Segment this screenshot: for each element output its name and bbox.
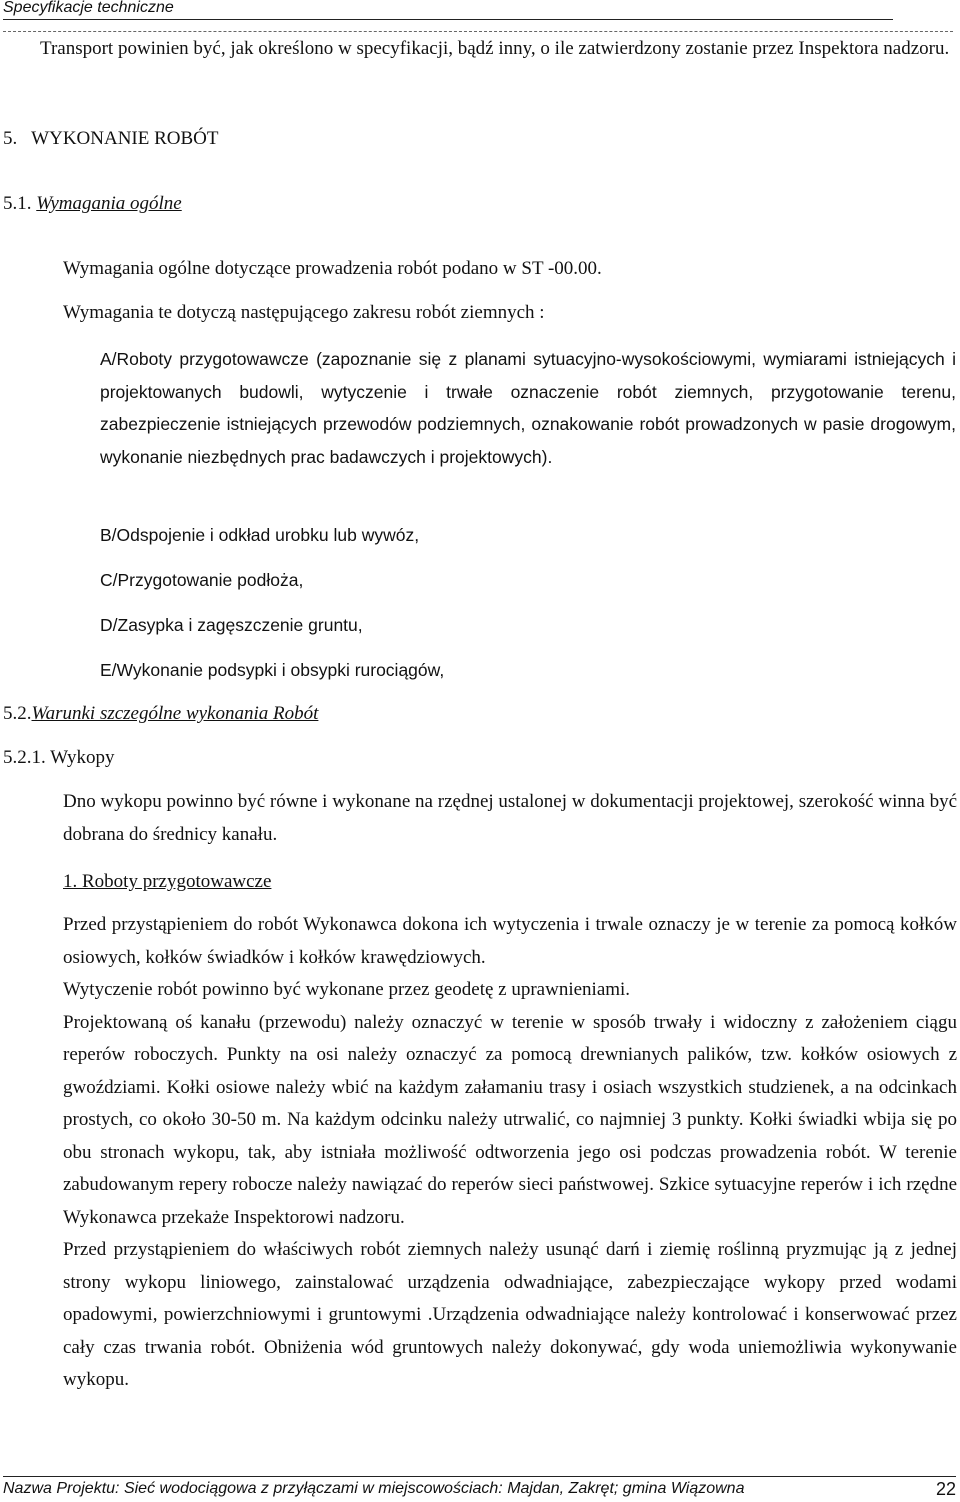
scope-item-c: C/Przygotowanie podłoża, bbox=[100, 570, 304, 590]
scope-item-d: D/Zasypka i zagęszczenie gruntu, bbox=[100, 615, 363, 635]
subsection-heading-wykopy: 5.2.1. Wykopy bbox=[3, 747, 115, 768]
wykopy-paragraph: Dno wykopu powinno być równe i wykonane na rzędnej ustalonej w dokumentacji projektowej, szerokość winna być dobrana do średnicy kanału. bbox=[63, 791, 957, 845]
section-heading-5-1 bbox=[3, 188, 182, 221]
section-number: 5.1. bbox=[3, 193, 32, 214]
section-title: Warunki szczególne wykonania Robót bbox=[31, 703, 319, 724]
footer-project-name: Nazwa Projektu: Sieć wodociągowa z przyłączami w miejscowościach: Majdan, Zakręt; gmina Wiązowna bbox=[3, 1480, 745, 1497]
paragraph-axis-marking: Projektowaną oś kanału (przewodu) należy oznaczyć w terenie w sposób trwały i widoczny z założeniem ciągu reperów roboczych. Punkty na osi należy oznaczyć za pomocą drewnianych palików, tzw. kołków osiowych z gwoździami. Kołki osiowe należy wbić na każdym załamaniu trasy i osiach wszystkich studzienek, a na odcinkach prostych, co około 30-50 m. Na każdym odcinku należy utrwalić, co najmniej 3 punkty. Kołki świadki wbija się po obu stronach wykopu, tak, aby istniała możliwość odtworzenia jego osi podczas prowadzenia robót. W terenie zabudowanym repery robocze należy nawiązać do reperów sieci państwowej. Szkice sytuacyjne reperów i ich rzędne Wykonawca przekaże Inspektorowi nadzoru. bbox=[63, 1011, 957, 1228]
scope-item-e: E/Wykonanie podsypki i obsypki rurociągów, bbox=[100, 660, 445, 680]
paragraph-site-preparation: Przed przystąpieniem do właściwych robót ziemnych należy usunąć darń i ziemię roślinną pryzmując ją z jednej strony wykopu liniowego, zainstalować urządzenia odwadniające, zabezpieczające wykopy przed wodami opadowymi, powierzchniowymi i gruntowymi .Urządzenia odwadniające należy kontrolować i konserwować przez cały czas trwania robót. Obniżenia wód gruntowych należy dokonywać, gdy woda uniemożliwia wykonywanie wykopu. bbox=[63, 1239, 957, 1390]
scope-intro-line: Wymagania te dotyczą następującego zakresu robót ziemnych : bbox=[63, 302, 545, 323]
section-heading-5-2 bbox=[3, 698, 318, 731]
subheading-text: 1. Roboty przygotowawcze bbox=[63, 871, 272, 892]
page-number: 22 bbox=[935, 1479, 956, 1499]
page-header-title: Specyfikacje techniczne bbox=[3, 0, 893, 20]
paragraph-staking: Przed przystąpieniem do robót Wykonawca dokona ich wytyczenia i trwale oznaczy je w terenie za pomocą kołków osiowych, kołków świadków i kołków krawędziowych. bbox=[63, 914, 957, 968]
section-number: 5. bbox=[3, 128, 18, 149]
subheading-roboty-przygotowawcze bbox=[63, 866, 271, 899]
intro-paragraph: Transport powinien być, jak określono w specyfikacji, bądź inny, o ile zatwierdzony zostanie przez Inspektora nadzoru. bbox=[40, 38, 950, 59]
section-title: WYKONANIE ROBÓT bbox=[31, 128, 219, 149]
page-footer bbox=[3, 1476, 956, 1501]
section-heading-5 bbox=[3, 123, 219, 156]
general-requirements-line: Wymagania ogólne dotyczące prowadzenia robót podano w ST -00.00. bbox=[63, 258, 602, 279]
scope-item-a: A/Roboty przygotowawcze (zapoznanie się z planami sytuacyjno-wysokościowymi, wymiarami istniejących i projektowanych budowli, wytyczenie i trwałe oznaczenie robót ziemnych, przygotowanie terenu, zabezpieczenie istniejących przewodów podziemnych, oznakowanie robót prowadzonych w pasie drogowym, wykonanie niezbędnych prac badawczych i projektowych). bbox=[100, 349, 956, 467]
paragraph-surveyor: Wytyczenie robót powinno być wykonane przez geodetę z uprawnieniami. bbox=[63, 979, 631, 1000]
section-number: 5.2. bbox=[3, 703, 32, 724]
scope-item-b: B/Odspojenie i odkład urobku lub wywóz, bbox=[100, 525, 420, 545]
body-paragraphs bbox=[63, 909, 957, 1397]
header-divider bbox=[3, 31, 953, 32]
section-title: Wymagania ogólne bbox=[36, 193, 182, 214]
